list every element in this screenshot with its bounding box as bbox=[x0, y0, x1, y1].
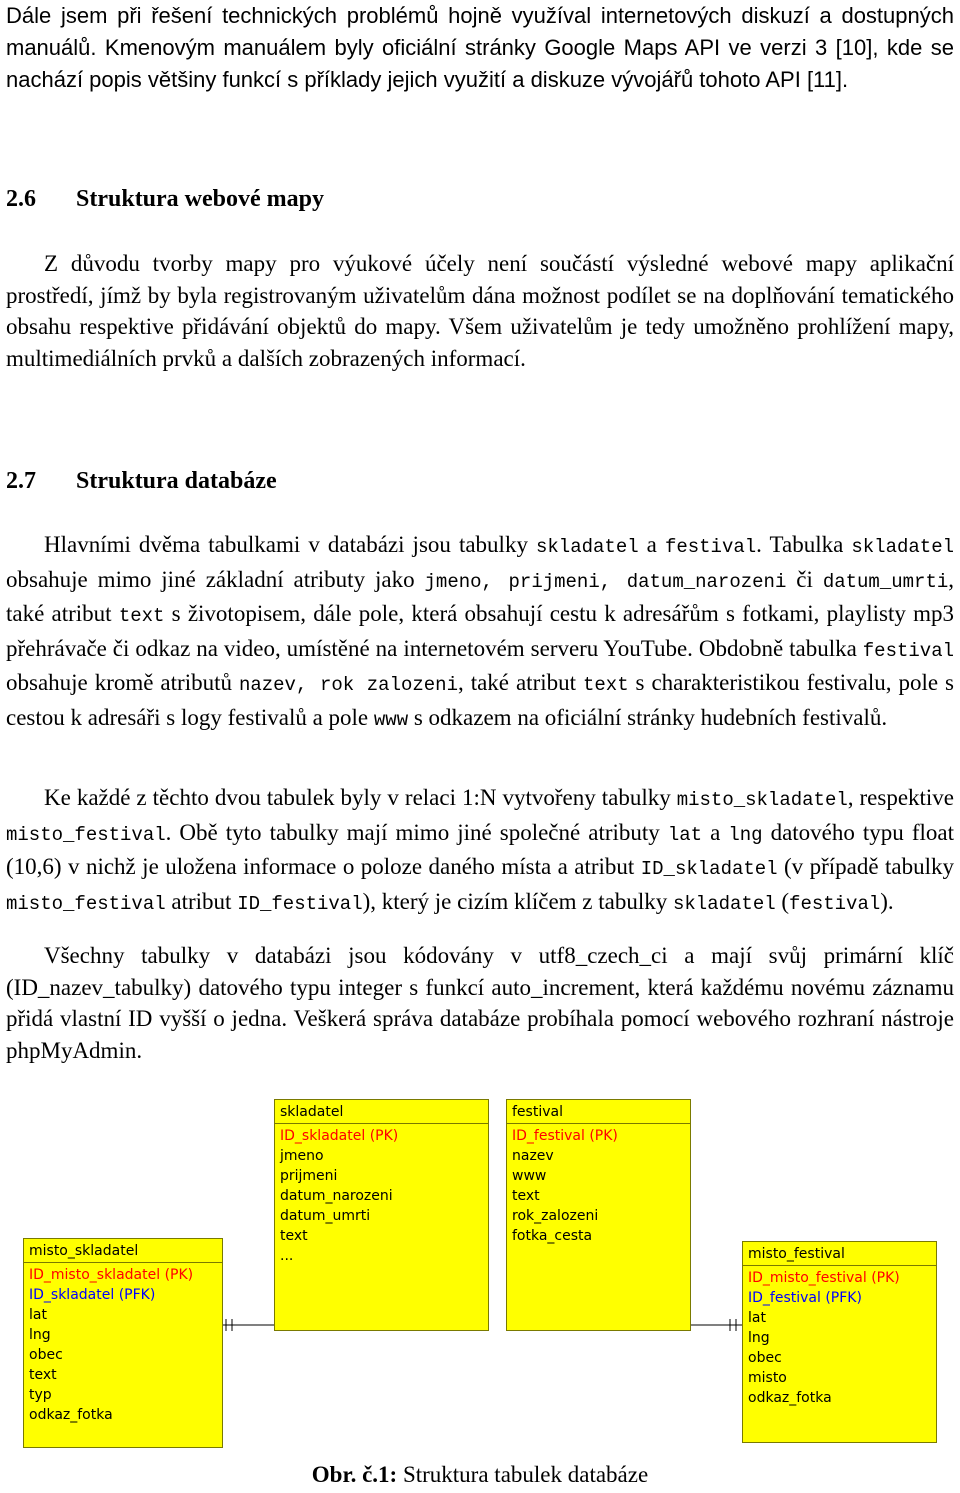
entity-title: misto_skladatel bbox=[24, 1239, 222, 1263]
primary-key: ID_misto_festival (PK) bbox=[748, 1270, 900, 1286]
attribute: text bbox=[280, 1228, 308, 1244]
entity-title: skladatel bbox=[275, 1100, 488, 1124]
attribute: odkaz_fotka bbox=[748, 1390, 832, 1406]
primary-key: ID_festival (PK) bbox=[512, 1128, 618, 1144]
attribute: lat bbox=[29, 1307, 47, 1323]
attribute: lng bbox=[29, 1327, 51, 1343]
section-2-6-paragraph: Z důvodu tvorby mapy pro výukové účely není součástí výsledné webové mapy aplikační prostředí, jímž by byla registrovaným uživatelům dána možnost podílet se na doplňování tematického obsahu respektive přidávání objektů do mapy. Všem uživatelům je tedy umožněno prohlížení mapy, multimediálních prvků a dalších zobrazených informací. bbox=[6, 251, 954, 371]
foreign-key: ID_festival (PFK) bbox=[748, 1290, 862, 1306]
attribute: ... bbox=[280, 1248, 294, 1264]
attribute: datum_narozeni bbox=[280, 1188, 393, 1204]
attribute: nazev bbox=[512, 1148, 554, 1164]
attribute: lng bbox=[748, 1330, 770, 1346]
attribute: obec bbox=[748, 1350, 782, 1366]
entity-title: festival bbox=[507, 1100, 690, 1124]
entity-misto-festival bbox=[742, 1241, 937, 1443]
intro-paragraph: Dále jsem při řešení technických problémů hojně využíval internetových diskuzí a dostupných manuálů. Kmenovým manuálem byly oficiální stránky Google Maps API ve verzi 3 [10], kde se nachází popis většiny funkcí s příklady jejich využití a diskuze vývojářů tohoto API [11]. bbox=[6, 3, 954, 92]
section-2-7-paragraph-3: Všechny tabulky v databázi jsou kódovány v utf8_czech_ci a mají svůj primární klíč (ID_nazev_tabulky) datového typu integer s funkcí auto_increment, která každému novému záznamu přidá vlastní ID vyšší o jedna. Veškerá správa databáze probíhala pomocí webového rozhraní nástroje phpMyAdmin. bbox=[6, 943, 954, 1063]
section-title: Struktura webové mapy bbox=[76, 186, 325, 212]
entity-skladatel bbox=[274, 1099, 489, 1331]
attribute: text bbox=[512, 1188, 540, 1204]
section-2-7-paragraph-2: Ke každé z těchto dvou tabulek byly v relaci 1:N vytvořeny tabulky misto_skladatel, respektive misto_festival. Obě tyto tabulky mají mimo jiné společné atributy lat a lng datového typu float (10,6) v nichž je uložena informace o poloze daného místa a atribut ID_skladatel (v případě tabulky misto_festival atribut ID_festival), který je cizím klíčem z tabulky skladatel (festival). bbox=[6, 785, 955, 915]
caption-label: Obr. č.1: bbox=[311, 1462, 398, 1487]
attribute: obec bbox=[29, 1347, 63, 1363]
section-2-7-paragraph-1: Hlavními dvěma tabulkami v databázi jsou tabulky skladatel a festival. Tabulka skladatel obsahuje mimo jiné základní atributy jako jmeno, prijmeni, datum_narozeni či datum_umrti, také atribut text s životopisem, dále pole, která obsahují cestu k adresářům s fotkami, playlisty mp3 přehrávače či odkaz na video, umístěné na internetovém serveru YouTube. Obdobně tabulka festival obsahuje kromě atributů nazev, rok zalozeni, také atribut text s charakteristikou festivalu, pole s cestou k adresáři s logy festivalů a pole www s odkazem na oficiální stránky hudebních festivalů. bbox=[6, 532, 954, 731]
attribute: misto bbox=[748, 1370, 787, 1386]
section-title: Struktura databáze bbox=[76, 468, 277, 494]
attribute: typ bbox=[29, 1387, 52, 1403]
attribute: rok_zalozeni bbox=[512, 1208, 599, 1224]
figure-caption bbox=[0, 1462, 960, 1488]
entity-misto-skladatel bbox=[23, 1238, 223, 1448]
foreign-key: ID_skladatel (PFK) bbox=[29, 1287, 156, 1303]
attribute: www bbox=[512, 1168, 547, 1184]
attribute: jmeno bbox=[280, 1148, 324, 1164]
caption-text: Struktura tabulek databáze bbox=[397, 1462, 649, 1487]
primary-key: ID_skladatel (PK) bbox=[280, 1128, 399, 1144]
attribute: prijmeni bbox=[280, 1168, 338, 1184]
entity-festival bbox=[506, 1099, 691, 1331]
attribute: lat bbox=[748, 1310, 766, 1326]
entity-title: misto_festival bbox=[743, 1242, 936, 1266]
attribute: fotka_cesta bbox=[512, 1228, 593, 1244]
section-number: 2.6 bbox=[6, 186, 36, 212]
attribute: text bbox=[29, 1367, 57, 1383]
section-number: 2.7 bbox=[6, 468, 36, 494]
primary-key: ID_misto_skladatel (PK) bbox=[29, 1267, 194, 1283]
attribute: datum_umrti bbox=[280, 1208, 371, 1224]
attribute: odkaz_fotka bbox=[29, 1407, 113, 1423]
